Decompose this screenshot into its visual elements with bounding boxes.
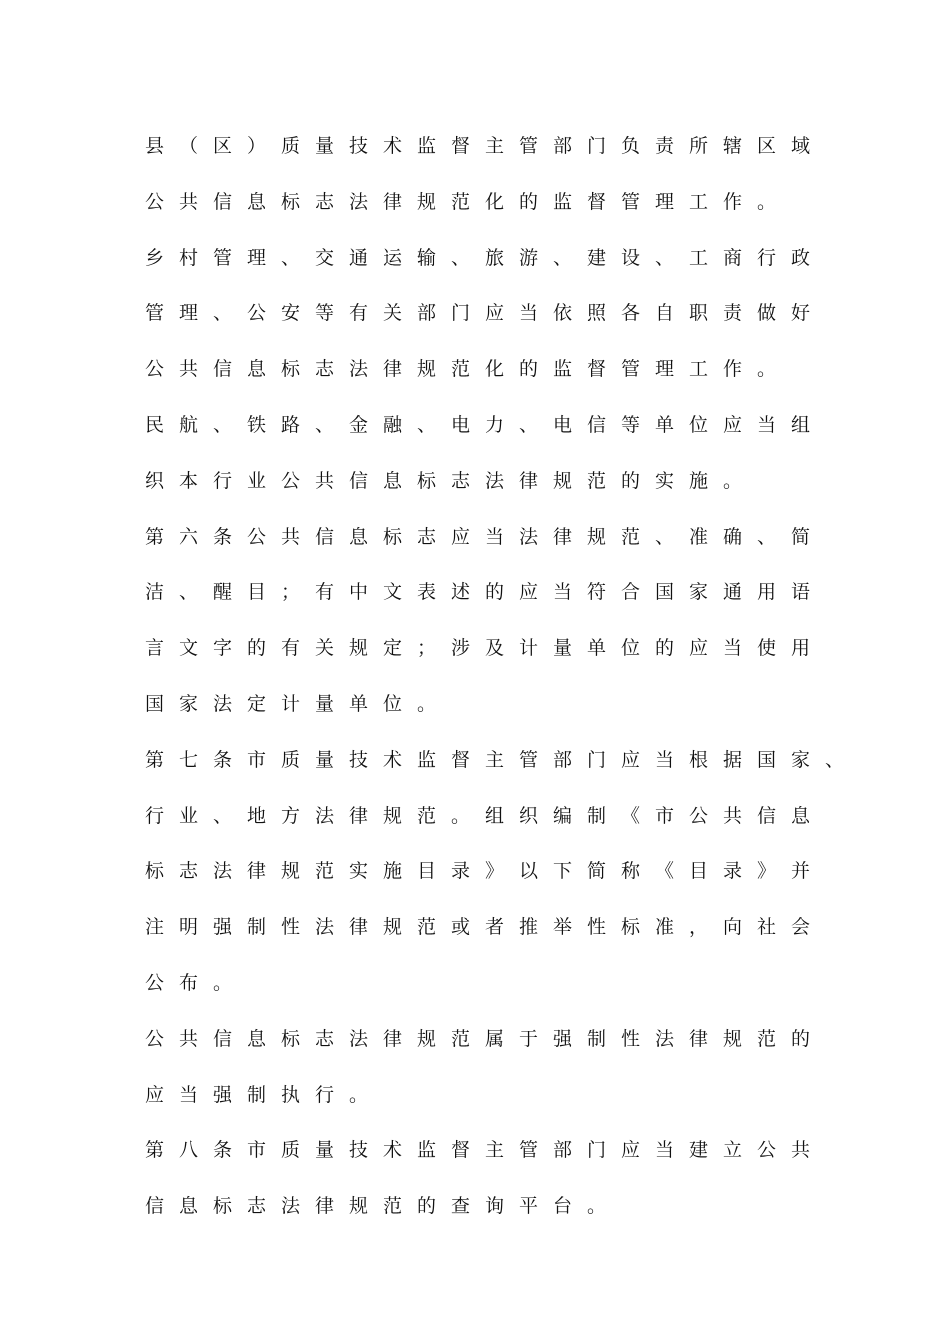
document-body [145, 128, 860, 1244]
text-line: 信息标志法律规范的查询平台。 [145, 1195, 622, 1218]
text-line: 行业、地方法律规范。组织编制《市公共信息 [145, 804, 826, 827]
text-line: 国家法定计量单位。 [145, 692, 452, 715]
text-line: 乡村管理、交通运输、旅游、建设、工商行政 [145, 246, 826, 269]
text-line: 公共信息标志法律规范化的监督管理工作。 [145, 358, 792, 381]
text-line: 应当强制执行。 [145, 1083, 384, 1106]
text-line: 洁、醒目；有中文表述的应当符合国家通用语 [145, 581, 826, 604]
text-line: 第七条市质量技术监督主管部门应当根据国家、 [145, 748, 860, 771]
text-line: 管理、公安等有关部门应当依照各自职责做好 [145, 302, 826, 325]
text-line: 第六条公共信息标志应当法律规范、准确、简 [145, 525, 826, 548]
text-line: 县（区）质量技术监督主管部门负责所辖区域 [145, 135, 826, 157]
text-line: 标志法律规范实施目录》以下简称《目录》并 [145, 860, 826, 883]
text-line: 第八条市质量技术监督主管部门应当建立公共 [145, 1139, 826, 1162]
text-line: 织本行业公共信息标志法律规范的实施。 [145, 469, 758, 492]
text-line: 民航、铁路、金融、电力、电信等单位应当组 [145, 413, 826, 436]
text-line: 言文字的有关规定；涉及计量单位的应当使用 [145, 637, 826, 660]
text-line: 公共信息标志法律规范化的监督管理工作。 [145, 190, 792, 213]
text-line: 公布。 [145, 971, 248, 994]
text-line: 注明强制性法律规范或者推举性标准，向社会 [145, 916, 826, 939]
text-line: 公共信息标志法律规范属于强制性法律规范的 [145, 1027, 826, 1050]
